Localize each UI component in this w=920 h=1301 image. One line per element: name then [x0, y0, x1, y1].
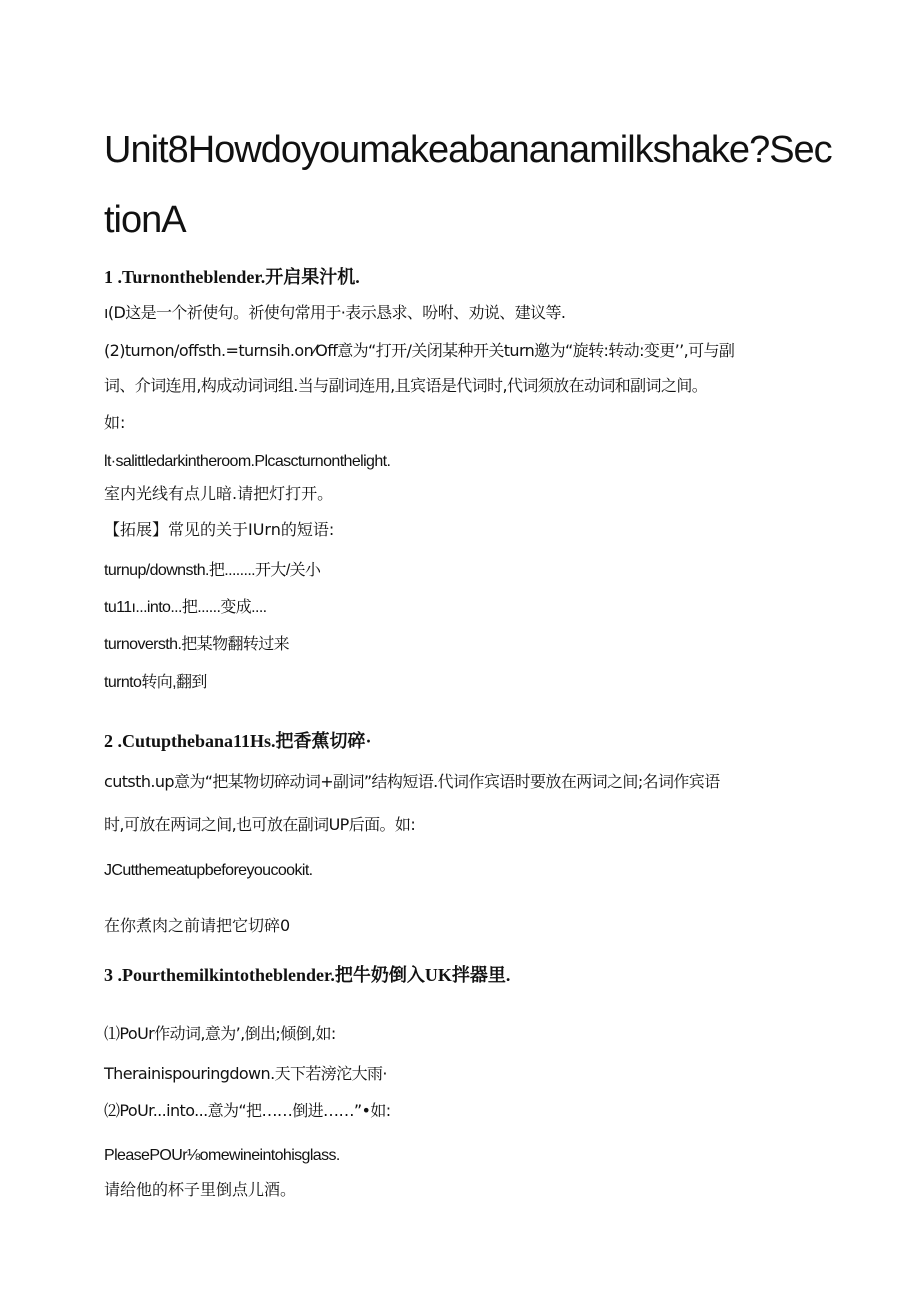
- section-1-phrase-2: tu11ı...into...把......变成....: [104, 599, 267, 616]
- section-1-line-1: ı(D这是一个祈使句。祈使句常用于·表示恳求、吩咐、劝说、建议等.: [104, 303, 566, 322]
- section-1-phrase-4: turnto转向,翻到: [104, 674, 207, 691]
- section-3-line-1: ⑴PoUr作动词,意为’,倒出;倾倒,如:: [104, 1024, 336, 1043]
- section-1-line-4: 如:: [104, 413, 126, 432]
- section-2-line-1: cutsth.up意为“把某物切碎动词+副词”结构短语.代词作宾语时要放在两词之间;名词作宾语: [104, 772, 720, 791]
- section-1-line-3: 词、介词连用,构成动词词组.当与副词连用,且宾语是代词时,代词须放在动词和副词之间。: [104, 376, 708, 395]
- section-3-line-2: ⑵PoUr...into...意为“把……倒进……”•如:: [104, 1101, 391, 1120]
- section-1-example-cn: 室内光线有点儿暗.请把灯打开。: [104, 484, 334, 503]
- section-3-example-2-cn: 请给他的杯子里倒点儿酒。: [104, 1180, 297, 1199]
- section-1-phrase-3: turnoversth.把某物翻转过来: [104, 636, 290, 653]
- section-3-heading: 3 .Pourthemilkintotheblender.把牛奶倒入UK拌器里.: [104, 965, 511, 985]
- section-2-heading: 2 .Cutupthebana11Hs.把香蕉切碎·: [104, 731, 372, 751]
- section-3-example-1: Therainispouringdown.天下若滂沱大雨·: [104, 1064, 387, 1083]
- section-1-heading: 1 .Turnontheblender.开启果汁机.: [104, 267, 360, 287]
- section-2-line-2: 时,可放在两词之间,也可放在副词UP后面。如:: [104, 815, 416, 834]
- document-title-line-1: Unit8Howdoyoumakeabananamilkshake?Sec: [104, 129, 832, 171]
- section-1-line-2: (2)turnon/offsth.=turnsih.on⁄Off意为“打开/关闭某种开关turn邀为“旋转:转动:变更’’,可与副: [104, 341, 735, 360]
- document-title-line-2: tionA: [104, 199, 186, 241]
- section-1-example-en: lt·salittledarkintheroom.Plcascturnonthelight.: [104, 453, 391, 470]
- section-3-example-2-en: PleasePOUr⅛omewineintohisglass.: [104, 1147, 340, 1164]
- section-1-extension-label: 【拓展】常见的关于IUrn的短语:: [104, 520, 335, 539]
- section-1-phrase-1: turnup/downsth.把........开大/关小: [104, 562, 321, 579]
- section-2-example-cn: 在你煮肉之前请把它切碎0: [104, 916, 291, 935]
- section-2-example-en: JCutthemeatupbeforeyoucookit.: [104, 862, 313, 879]
